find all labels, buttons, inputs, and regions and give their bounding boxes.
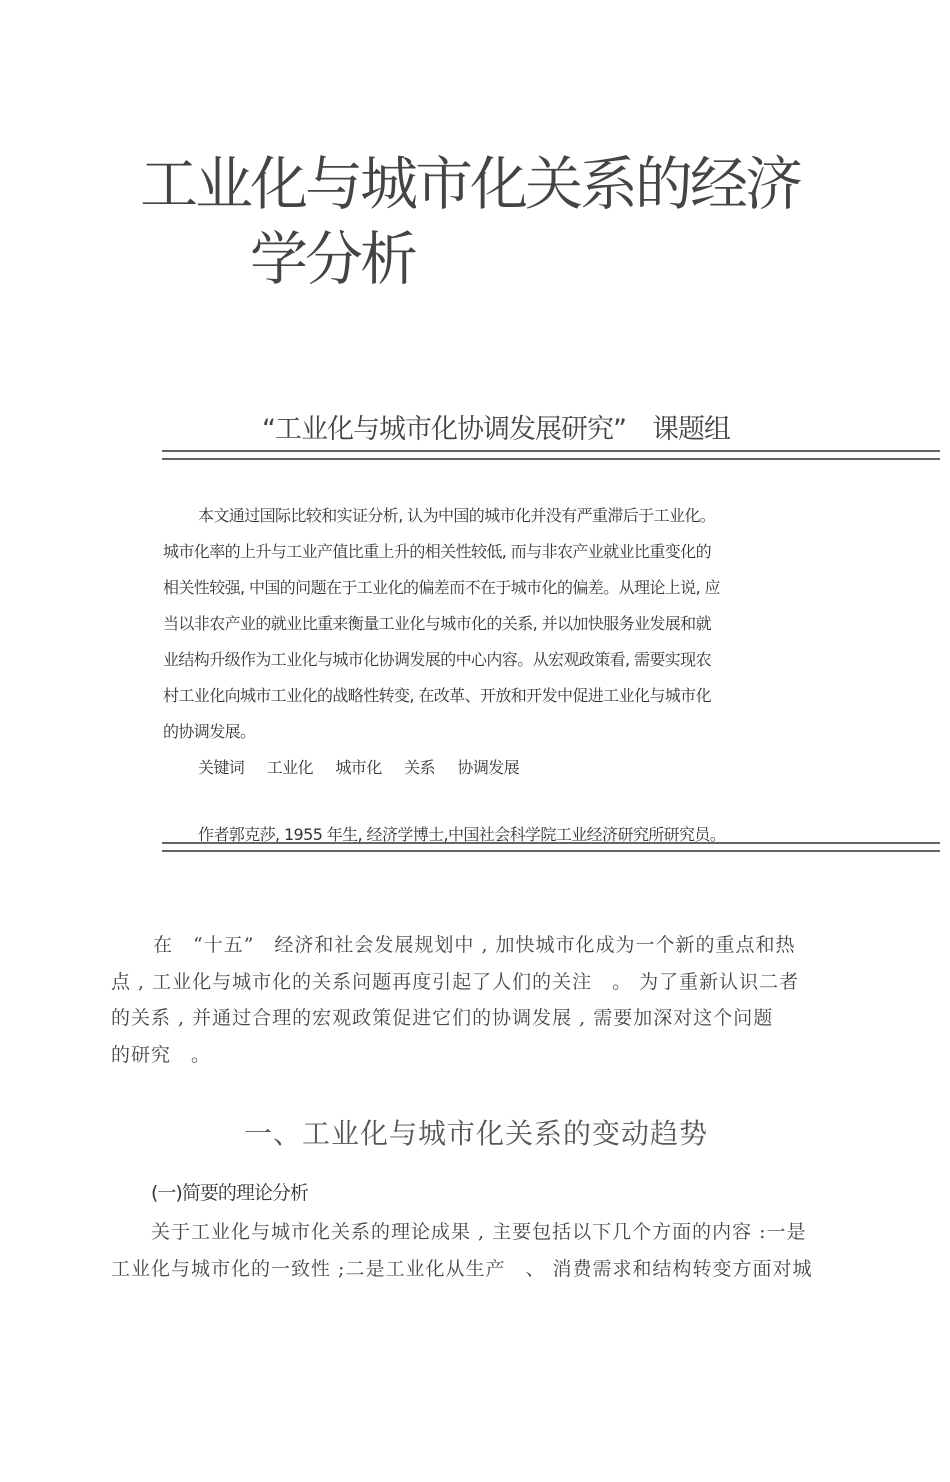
keywords [198, 755, 519, 778]
article-title-line-2: 学分析 [250, 225, 416, 293]
abstract-line: 相关性较强, 中国的问题在于工业化的偏差而不在于城市化的偏差。从理论上说, 应 [163, 578, 720, 597]
abstract-line: 村工业化向城市工业化的战略性转变, 在改革、开放和开发中促进工业化与城市化 [163, 686, 711, 705]
article-title-line-1: 工业化与城市化关系的经济 [140, 150, 801, 218]
keyword: 关系 [404, 758, 435, 777]
body-line: 关于工业化与城市化关系的理论成果 , 主要包括以下几个方面的内容 :一是 [151, 1221, 807, 1243]
abstract-line: 本文通过国际比较和实证分析, 认为中国的城市化并没有严重滞后于工业化。 [198, 506, 716, 525]
abstract-line: 业结构升级作为工业化与城市化协调发展的中心内容。从宏观政策看, 需要实现农 [163, 650, 711, 669]
abstract-divider [162, 842, 940, 852]
section-heading: 一、工业化与城市化关系的变动趋势 [244, 1117, 709, 1150]
author-group: “工业化与城市化协调发展研究” 课题组 [262, 414, 730, 445]
intro-line: 在 “十五” 经济和社会发展规划中 , 加快城市化成为一个新的重点和热 [153, 934, 796, 956]
subsection-heading: (一)简要的理论分析 [151, 1182, 308, 1204]
keyword: 城市化 [335, 758, 382, 777]
header-divider [162, 450, 940, 460]
abstract-line: 城市化率的上升与工业产值比重上升的相关性较低, 而与非农产业就业比重变化的 [163, 542, 711, 561]
keywords-label: 关键词 [198, 758, 245, 777]
intro-line: 的关系 , 并通过合理的宏观政策促进它们的协调发展 , 需要加深对这个问题 [111, 1007, 774, 1029]
body-line: 工业化与城市化的一致性 ;二是工业化从生产 、 消费需求和结构转变方面对城 [111, 1258, 813, 1280]
intro-line: 的研究 。 [111, 1044, 212, 1066]
author-note: 作者郭克莎, 1955 年生, 经济学博士,中国社会科学院工业经济研究所研究员。 [198, 825, 726, 844]
abstract-line: 的协调发展。 [163, 722, 256, 741]
intro-line: 点 , 工业化与城市化的关系问题再度引起了人们的关注 。 为了重新认识二者 [111, 971, 800, 993]
keyword: 工业化 [266, 758, 313, 777]
keyword: 协调发展 [457, 758, 520, 777]
abstract-line: 当以非农产业的就业比重来衡量工业化与城市化的关系, 并以加快服务业发展和就 [163, 614, 711, 633]
